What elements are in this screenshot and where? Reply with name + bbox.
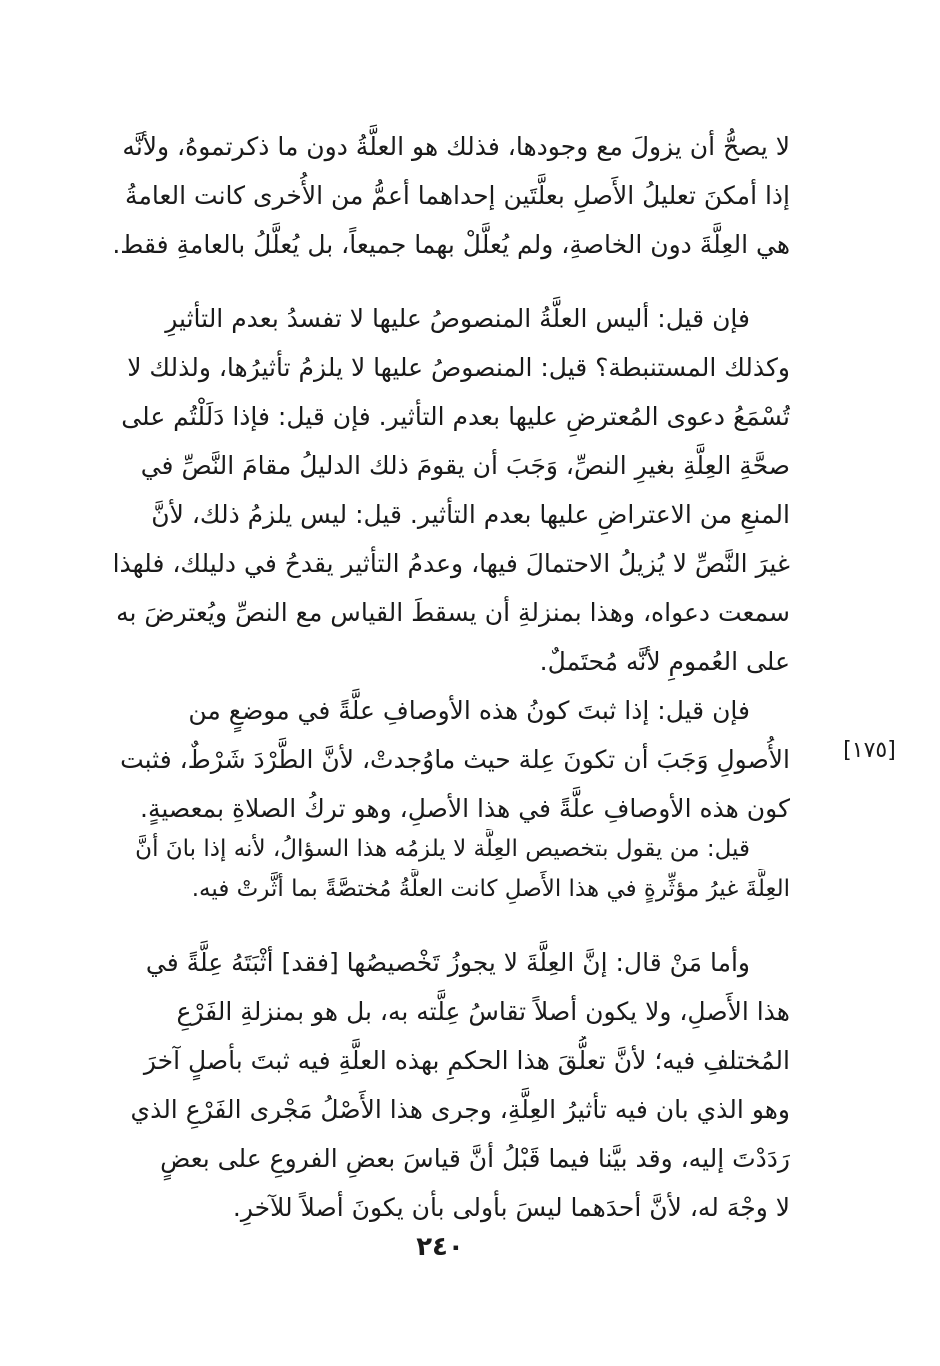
text-line: غيرَ النَّصِّ لا يُزيلُ الاحتمالَ فيها، وعدمُ التأثير يقدحُ في دليلك، فلهذا	[112, 549, 790, 578]
text-line: الأُصولِ وَجَبَ أن تكونَ عِلة حيث ماوُجدتْ، لأنَّ الطَّرْدَ شَرْطٌ، فثبت	[120, 745, 790, 774]
text-line: صحَّةِ العِلَّةِ بغيرِ النصِّ، وَجَبَ أن يقومَ ذلك الدليلُ مقامَ النَّصِّ في	[140, 451, 790, 480]
text-line: قيل: من يقول بتخصيص العِلَّة لا يلزمُه هذا السؤالُ، لأنه إذا بانَ أنَّ	[135, 836, 750, 862]
text-line: المنعِ من الاعتراضِ عليها بعدم التأثير. قيل: ليس يلزمُ ذلك، لأنَّ	[151, 500, 790, 529]
paragraph-3	[100, 686, 790, 833]
paragraph-5	[100, 938, 790, 1232]
text-line: كون هذه الأوصافِ علَّةً في هذا الأصلِ، وهو تركُ الصلاةِ بمعصيةٍ.	[140, 794, 790, 823]
text-line: هذا الأَصلِ، ولا يكون أصلاً تقاسُ عِلَّته به، بل هو بمنزلةِ الفَرْعِ	[176, 997, 790, 1026]
text-line: وكذلك المستنبطة؟ قيل: المنصوصُ عليها لا يلزمُ تأثيرُها، ولذلك لا	[127, 353, 790, 382]
text-line: على العُمومِ لأنَّه مُحتَملٌ.	[539, 647, 790, 676]
text-line: المُختلفِ فيه؛ لأنَّ تعلُّقَ هذا الحكمِ بهذه العلَّةِ فيه ثبتَ بأصلٍ آخرَ	[143, 1046, 790, 1075]
text-line: هي العِلَّةَ دون الخاصةِ، ولم يُعلَّلْ بهما جميعاً، بل يُعلَّلُ بالعامةِ فقط.	[112, 230, 790, 259]
text-line: سمعت دعواه، وهذا بمنزلةِ أن يسقطَ القياس مع النصِّ ويُعترضَ به	[116, 598, 790, 627]
text-line: العِلَّةَ غيرُ مؤثِّرةٍ في هذا الأَصلِ كانت العلَّةُ مُختصَّةً بما أثَّرتْ فيه.	[191, 876, 790, 902]
text-line: وهو الذي بان فيه تأثيرُ العِلَّةِ، وجرى هذا الأَصْلُ مَجْرى الفَرْعِ الذي	[130, 1095, 790, 1124]
text-line: تُسْمَعُ دعوى المُعترضِ عليها بعدم التأثير. فإن قيل: فإذا دَلَلْتُم على	[121, 402, 790, 431]
text-line: وأما مَنْ قال: إنَّ العِلَّةَ لا يجوزُ تَخْصيصُها [فقد] أثْبَتَهُ عِلَّةً في	[145, 948, 750, 977]
paragraph-4	[100, 829, 790, 909]
text-line: لا يصحُّ أن يزولَ مع وجودها، فذلك هو العلَّةُ دون ما ذكرتموهُ، ولأنَّه	[122, 132, 790, 161]
text-line: فإن قيل: إذا ثبتَ كونُ هذه الأوصافِ علَّةً في موضعٍ من	[188, 696, 750, 725]
page-number: ٢٤٠	[416, 1232, 464, 1262]
text-line: إذا أمكنَ تعليلُ الأَصلِ بعلَّتَين إحداهما أعمُّ من الأُخرى كانت العامةُ	[125, 181, 790, 210]
paragraph-2	[100, 294, 790, 686]
paragraph-1	[100, 122, 790, 269]
text-line: رَدَدْتَ إليه، وقد بيَّنا فيما قَبْلُ أنَّ قياسَ بعضِ الفروعِ على بعضٍ	[160, 1144, 790, 1173]
text-line: فإن قيل: أليس العلَّةُ المنصوصُ عليها لا تفسدُ بعدم التأثيرِ	[165, 304, 750, 333]
margin-page-reference: [١٧٥]	[843, 738, 896, 763]
text-line: لا وجْهَ له، لأنَّ أحدَهما ليسَ بأولى بأن يكونَ أصلاً للآخرِ.	[232, 1193, 790, 1222]
